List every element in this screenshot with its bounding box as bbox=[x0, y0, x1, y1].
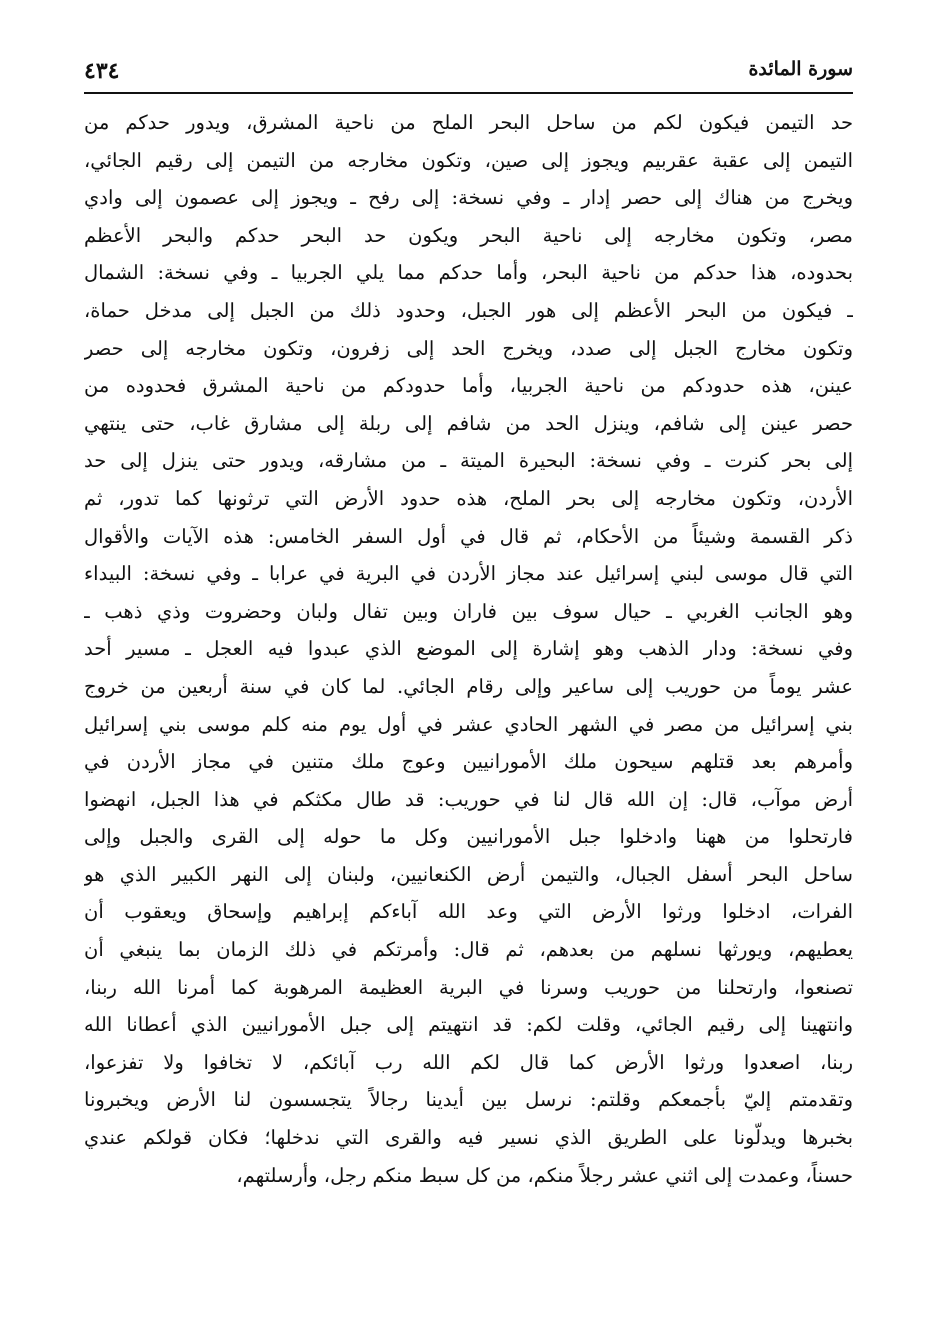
text-line: ربنا، اصعدوا ورثوا الأرض كما قال لكم الله رب آبائكم، لا تخافوا ولا تفزعوا، bbox=[84, 1050, 853, 1074]
header-rule bbox=[84, 92, 853, 94]
text-line: تصنعوا، وارتحلنا من حوريب وسرنا في البرية العظيمة المرهوبة كما أمرنا الله ربنا، bbox=[84, 975, 853, 999]
text-line: التي قال موسى لبني إسرائيل عند مجاز الأردن في البرية في عرابا ـ وفي نسخة: البيداء bbox=[84, 562, 853, 586]
text-body bbox=[84, 104, 853, 1194]
text-line: وتكون مخارج الجبل إلى صدد، ويخرج الحد إلى زفرون، وتكون مخارجه إلى حصر bbox=[84, 336, 853, 360]
text-line: حصر عينن إلى شافم، وينزل الحد من شافم إلى ربلة إلى مشارق غاب، حتى ينتهي bbox=[84, 411, 853, 435]
text-line: التيمن إلى عقبة عقربيم ويجوز إلى صين، وتكون مخارجه من التيمن إلى رقيم الجائي، bbox=[84, 148, 853, 172]
text-line: ويخرج من هناك إلى حصر إدار ـ وفي نسخة: إلى رفح ـ ويجوز إلى عصمون إلى وادي bbox=[84, 186, 853, 210]
text-line: بحدوده، هذا حدكم من ناحية البحر، وأما حدكم مما يلي الجربيا ـ وفي نسخة: الشمال bbox=[84, 261, 853, 285]
text-line: أرض موآب، قال: إن الله قال لنا في حوريب: قد طال مكثكم في هذا الجبل، انهضوا bbox=[84, 787, 853, 811]
page-header bbox=[84, 56, 853, 90]
running-title: سورة المائدة bbox=[748, 58, 853, 80]
text-line: الفرات، ادخلوا ورثوا الأرض التي وعد الله آباءكم إبراهيم وإسحاق ويعقوب أن bbox=[84, 900, 853, 924]
text-line: مصر، وتكون مخارجه إلى ناحية البحر ويكون حد البحر حدكم والبحر الأعظم bbox=[84, 223, 853, 247]
text-line: ذكر القسمة وشيئاً من الأحكام، ثم قال في أول السفر الخامس: هذه الآيات والأقوال bbox=[84, 524, 853, 548]
text-line: فارتحلوا من ههنا وادخلوا جبل الأمورانيين وكل ما حوله إلى القرى والجبل وإلى bbox=[84, 825, 853, 849]
text-line: بخبرها ويدلّونا على الطريق الذي نسير فيه والقرى التي ندخلها؛ فكان قولكم عندي bbox=[84, 1126, 853, 1150]
text-line: وتقدمتم إليّ بأجمعكم وقلتم: نرسل بين أيدينا رجالاً يتجسسون لنا الأرض ويخبرونا bbox=[84, 1088, 853, 1112]
text-line: حد التيمن فيكون لكم من ساحل البحر الملح من ناحية المشرق، ويدور حدكم من bbox=[84, 111, 853, 134]
text-line: وأمرهم بعد قتلهم سيحون ملك الأمورانيين وعوج ملك متنين في مجاز الأردن في bbox=[84, 750, 853, 774]
text-line: وهو الجانب الغربي ـ حيال سوف بين فاران وبين تفال ولبان وحضروت وذي ذهب ـ bbox=[84, 599, 853, 623]
text-line: ساحل البحر أسفل الجبال، والتيمن أرض الكنعانيين، ولبنان إلى النهر الكبير الذي هو bbox=[84, 862, 853, 886]
text-line: حسناً، وعمدت إلى اثني عشر رجلاً منكم، من كل سبط منكم رجل، وأرسلتهم، bbox=[236, 1163, 853, 1187]
text-line: يعطيهم، ويورثها نسلهم من بعدهم، ثم قال: وأمرتكم في ذلك الزمان بما ينبغي أن bbox=[84, 938, 853, 962]
text-line: الأردن، وتكون مخارجه إلى بحر الملح، هذه حدود الأرض التي ترثونها كما تدور، ثم bbox=[84, 486, 853, 510]
text-line: عينن، هذه حدودكم من ناحية الجربيا، وأما حدودكم من ناحية المشرق فحدوده من bbox=[84, 374, 853, 398]
text-line: عشر يوماً من حوريب إلى ساعير وإلى رقام الجائي. لما كان في سنة أربعين من خروج bbox=[84, 674, 853, 698]
text-line: إلى بحر كنرت ـ وفي نسخة: البحيرة الميتة ـ من مشارقه، ويدور حتى ينزل إلى حد bbox=[84, 449, 853, 473]
text-line: وانتهينا إلى رقيم الجائي، وقلت لكم: قد انتهيتم إلى جبل الأمورانيين الذي أعطانا الله bbox=[84, 1013, 853, 1037]
text-line: ـ فيكون من البحر الأعظم إلى هور الجبل، وحدود ذلك من الجبل إلى مدخل حماة، bbox=[84, 298, 853, 322]
page-number: ٤٣٤ bbox=[84, 58, 120, 84]
text-line: وفي نسخة: ودار الذهب وهو إشارة إلى الموضع الذي عبدوا فيه العجل ـ مسير أحد bbox=[84, 637, 853, 661]
text-line: بني إسرائيل من مصر في الشهر الحادي عشر في أول يوم منه كلم موسى بني إسرائيل bbox=[84, 712, 853, 736]
